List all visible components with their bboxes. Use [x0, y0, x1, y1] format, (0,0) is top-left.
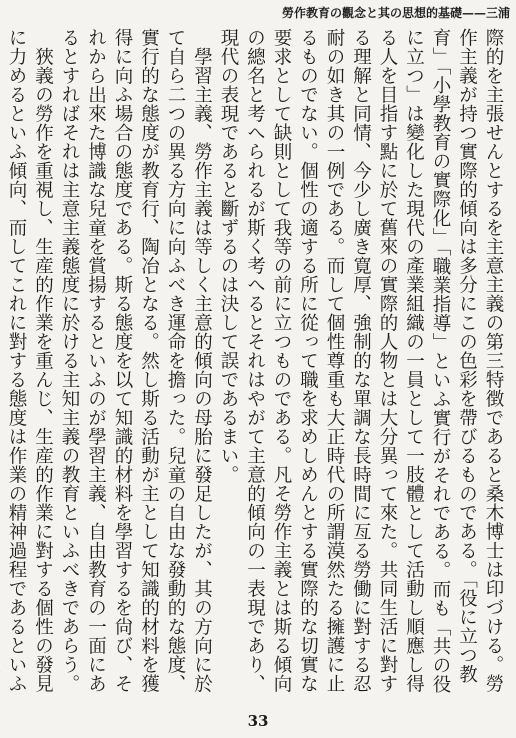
body-text	[6, 28, 506, 698]
running-header: 勞作教育の觀念と其の思想的基礎——三浦	[281, 6, 510, 20]
paragraph-2: 學習主義、勞作主義は等しく主意的傾向の母胎に發足したが、其の方向に於て自ら二つの異る方向に向ふべき運命を擔った。兒童の自由な發動的な態度、實行的な態度が教育行、陶冶となる。然し斯る活動が主として知識的材料を獲得に向ふ場合の態度である。斯る態度を以て知識的材料を學習するを尙び、それから出來た博識な兒童を賞揚するといふのが學習主義、自由教育の一面にあるとすればそれは主意主義態度に於ける主知主義の教育といふべきであらう。	[59, 28, 213, 693]
paragraph-3: 狹義の勞作を重視し、生産的作業を重んじ、生産的作業に對する個性の發見に力めるといふ傾向、而してこれに對する態度は作業の精神過程であるといふ	[6, 28, 54, 693]
paragraph-1: 際的を主張せんとするを主意主義の第三特徴であると桑木博士は印づける。勞作主義が持つ實際的傾向は多分にこの色彩を帶びるものである。「役に立つ教育」「小學教育の實際化」「職業指導」といふ實行がそれである。而も「共の役に立つ」は變化した現代の產業組織の一員として一肢體として活動し順應し得る人を目指す點に於て舊來の實際的人物とは大分異って來た。共同生活に對する理解と同情、今少し廣き寛厚、強制的な單調な長時間に亙る勞働に對する忍耐の如き其の一例である。而して個性尊重も大正時代の所謂漠然たる擁護に止るものでない。個性の適する所に從って職を求めしめんとする實際的な切實な要求として缺則として我等の前に立つものである。凡そ勞作主義とは斯る傾向の總名と考へられるが斯く考へるとそれはやがて主意的傾向の一表現であり、現代の表現であると斷ずるのは決して誤であるまい。	[218, 28, 504, 694]
page-number: 33	[247, 712, 269, 730]
